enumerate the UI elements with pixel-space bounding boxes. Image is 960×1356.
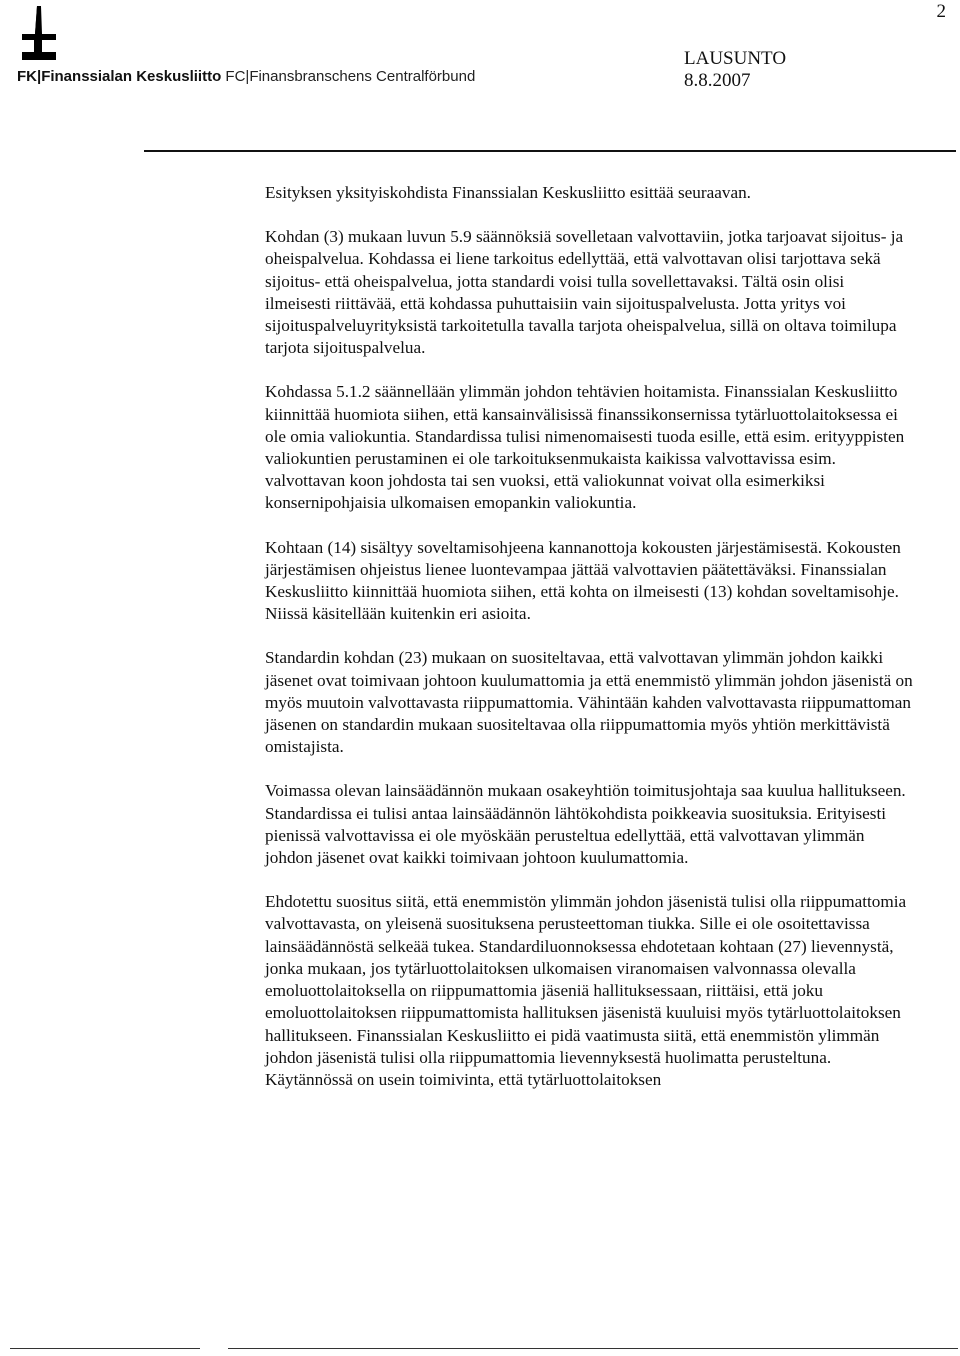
document-type: LAUSUNTO — [684, 48, 787, 69]
footer-divider — [10, 1348, 200, 1349]
paragraph-2: Kohdassa 5.1.2 säännellään ylimmän johdon tehtävien hoitamista. Finanssialan Keskusliitto kiinnittää huomiota siihen, että kansainvälisissä finanssikonsernissa tytärluottolaitoksessa ei ole omia valiokuntia. Standardissa tulisi nimenomaisesti tuoda esille, että esim. erityyppisten valiokuntien perustaminen ei ole tarkoituksenmukaista kaikissa valvottavissa esim. valvottavan koon johdosta tai sen vuoksi, että valiokunnat voivat olla esimerkiksi konsernipohjaisia ulkomaisen emopankin valiokuntia. — [265, 382, 905, 513]
paragraph-5: Voimassa olevan lainsäädännön mukaan osakeyhtiön toimitusjohtaja saa kuulua hallitukseen. Standardissa ei tulisi antaa lainsäädännön lähtökohdista poikkeavia suosituksia. Erityisesti pienissä valvottavissa ei ole myöskään perusteltua edellyttää, että valvottavan ylimmän johdon jäsenet ovat kaikki toimivaan johtoon kuulumattomia. — [265, 781, 906, 868]
footer-divider — [228, 1348, 958, 1349]
document-heading — [684, 48, 786, 92]
finanssialan-keskusliitto-logo-icon — [18, 4, 58, 66]
paragraph-6: Ehdotettu suositus siitä, että enemmistön ylimmän johdon jäsenistä tulisi olla riippumattomia valvottavasta, on yleisenä suosituksena perusteettoman tiukka. Sille ei ole osoitettavissa lainsäädännöstä selkeää tukea. Standardiluonnoksessa ehdotetaan kohtaan (27) lievennystä, jonka mukaan, jos tytärluottolaitoksen ulkomaisen viranomaisen valvonnassa olevalla emoluottolaitoksella on riippumattomia jäseniä hallituksessaan, riittäisi, että joku emoluottolaitoksen riippumattomista hallituksen jäsenistä kuuluisi myös tytärluottolaitoksen hallitukseen. Finanssialan Keskusliitto ei pidä vaatimusta siitä, että enemmistön ylimmän johdon jäsenistä tulisi olla riippumattomia lievennyksestä huolimatta perusteltuna. Käytännössä on usein toimivinta, että tytärluottolaitoksen — [265, 892, 907, 1089]
document-body — [265, 182, 913, 1113]
organization-name — [17, 68, 475, 85]
document-date: 8.8.2007 — [684, 69, 751, 91]
paragraph-intro: Esityksen yksityiskohdista Finanssialan Keskusliitto esittää seuraavan. — [265, 183, 751, 202]
paragraph-3: Kohtaan (14) sisältyy soveltamisohjeena kannanottoja kokousten järjestämisestä. Kokousten järjestämisen ohjeistus lienee luontevampaa jättää valvottavien päätettäväksi. Finanssialan Keskusliitto kiinnittää huomiota siihen, että kohta on ilmeisesti (13) kohdan soveltamisohje. Niissä käsitellään kuitenkin eri asioita. — [265, 537, 901, 624]
paragraph-1: Kohdan (3) mukaan luvun 5.9 säännöksiä sovelletaan valvottaviin, jotka tarjoavat sijoitus- ja oheispalvelua. Kohdassa ei liene tarkoitus edellyttää, että valvottavan olisi tarjottava sekä sijoitus- että oheispalvelua, jotta standardi voisi tulla sovellettavaksi. Tältä osin olisi ilmeisesti riittävää, että kohdassa puhuttaisiin vain sijoituspalvelusta. Jotta yritys voi sijoituspalveluyrityksistä tarkoitetulla tavalla tarjota oheispalvelua, sillä on oltava toimilupa tarjota sijoituspalvelua. — [265, 227, 904, 358]
header-divider — [144, 150, 956, 152]
page-number: 2 — [936, 1, 946, 22]
paragraph-4: Standardin kohdan (23) mukaan on suositeltavaa, että valvottavan ylimmän johdon kaikki jäsenet ovat toimivaan johtoon kuulumattomia ja että enemmistö ylimmän johdon jäsenistä on myös muutoin valvottavasta riippumattomia. Vähintään kahden valvottavasta riippumattoman jäsenen on standardin mukaan suositeltavaa olla riippumattomia myös yhtiön merkittävistä omistajista. — [265, 648, 913, 757]
organization-name-fi: FK|Finanssialan Keskusliitto — [17, 68, 222, 85]
organization-name-sv: FC|Finansbranschens Centralförbund — [225, 68, 476, 85]
